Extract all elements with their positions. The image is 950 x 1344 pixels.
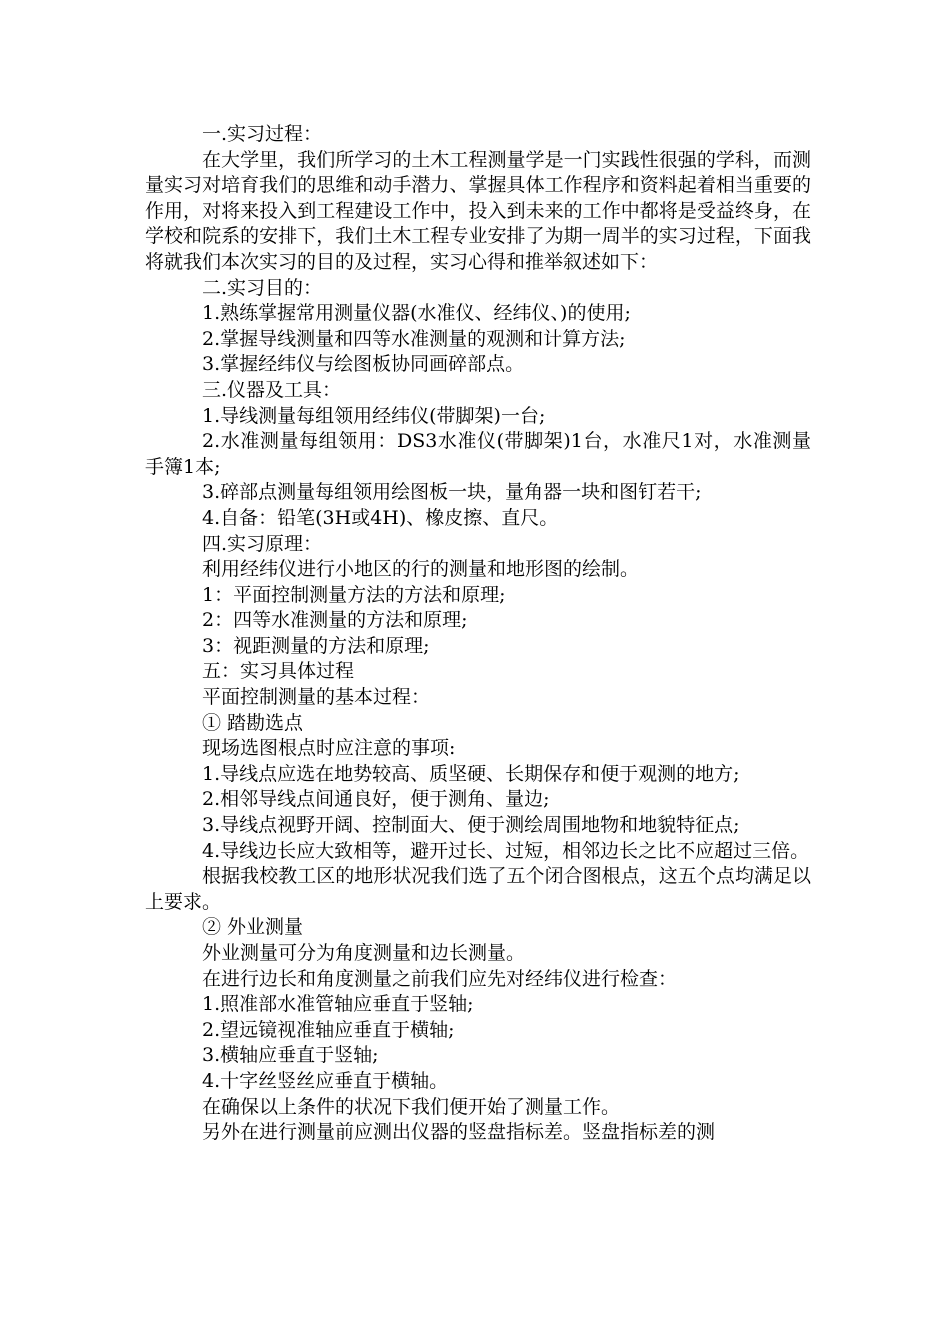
- list-item-selection-2: 2.相邻导线点间通良好，便于测角、量边;: [202, 788, 550, 811]
- heading-practice-principle: 四.实习原理：: [202, 532, 323, 555]
- heading-specific-process: 五：实习具体过程: [202, 660, 355, 683]
- heading-practice-process: 一.实习过程：: [202, 123, 323, 145]
- paragraph-field-survey: 外业测量可分为角度测量和边长测量。: [202, 942, 526, 964]
- list-item-principle-3: 3：视距测量的方法和原理;: [202, 634, 430, 657]
- list-item-selection-1: 1.导线点应选在地势较高、质坚硬、长期保存和便于观测的地方;: [202, 762, 740, 785]
- list-item-check-2: 2.望远镜视准轴应垂直于横轴;: [202, 1018, 455, 1041]
- list-item-purpose-3: 3.掌握经纬仪与绘图板协同画碎部点。: [202, 353, 525, 376]
- list-item-purpose-2: 2.掌握导线测量和四等水准测量的观测和计算方法;: [202, 327, 626, 350]
- list-item-tool-2: 2.水准测量每组领用：DS3水准仪(带脚架)1台，水准尺1对，水准测量手簿1本;: [145, 430, 811, 478]
- list-item-check-4: 4.十字丝竖丝应垂直于横轴。: [202, 1069, 449, 1092]
- paragraph-start-measurement: 在确保以上条件的状况下我们便开始了测量工作。: [202, 1095, 621, 1118]
- paragraph-introduction: 在大学里，我们所学习的土木工程测量学是一门实践性很强的学科，而测量实习对培育我们的思维和动手潜力、掌握具体工作程序和资料起着相当重要的作用，对将来投入到工程建设工作中，投入到未来的工作中都将是受益终身，在学校和院系的安排下，我们土木工程专业安排了为期一周半的实习过程，下面我将就我们本次实习的目的及过程，实习心得和推举叙述如下：: [145, 148, 811, 273]
- heading-practice-purpose: 二.实习目的：: [202, 276, 323, 299]
- document-body: [145, 122, 811, 1146]
- list-item-tool-3: 3.碎部点测量每组领用绘图板一块，量角器一块和图钉若干;: [202, 481, 702, 504]
- subheading-field-survey: ② 外业测量: [202, 916, 304, 939]
- paragraph-instrument-check: 在进行边长和角度测量之前我们应先对经纬仪进行检查：: [202, 967, 678, 990]
- paragraph-index-error: 另外在进行测量前应测出仪器的竖盘指标差。竖盘指标差的测: [202, 1121, 716, 1144]
- list-item-principle-2: 2：四等水准测量的方法和原理;: [202, 609, 468, 632]
- paragraph-principle: 利用经纬仪进行小地区的行的测量和地形图的绘制。: [202, 558, 640, 581]
- list-item-selection-3: 3.导线点视野开阔、控制面大、便于测绘周围地物和地貌特征点;: [202, 814, 740, 837]
- list-item-purpose-1: 1.熟练掌握常用测量仪器(水准仪、经纬仪、)的使用;: [202, 302, 631, 325]
- paragraph-control-survey: 平面控制测量的基本过程：: [202, 686, 431, 709]
- paragraph-selected-points: 根据我校教工区的地形状况我们选了五个闭合图根点，这五个点均满足以上要求。: [145, 865, 811, 913]
- list-item-check-1: 1.照准部水准管轴应垂直于竖轴;: [202, 993, 474, 1016]
- list-item-tool-4: 4.自备：铅笔(3H或4H)、橡皮擦、直尺。: [202, 506, 559, 529]
- list-item-tool-1: 1.导线测量每组领用经纬仪(带脚架)一台;: [202, 404, 546, 427]
- list-item-principle-1: 1：平面控制测量方法的方法和原理;: [202, 583, 506, 606]
- paragraph-selection-notes: 现场选图根点时应注意的事项:: [202, 737, 456, 760]
- heading-instruments-tools: 三.仪器及工具：: [202, 378, 342, 401]
- subheading-site-selection: ① 踏勘选点: [202, 711, 304, 734]
- list-item-check-3: 3.横轴应垂直于竖轴;: [202, 1044, 379, 1067]
- list-item-selection-4: 4.导线边长应大致相等，避开过长、过短，相邻边长之比不应超过三倍。: [202, 839, 810, 862]
